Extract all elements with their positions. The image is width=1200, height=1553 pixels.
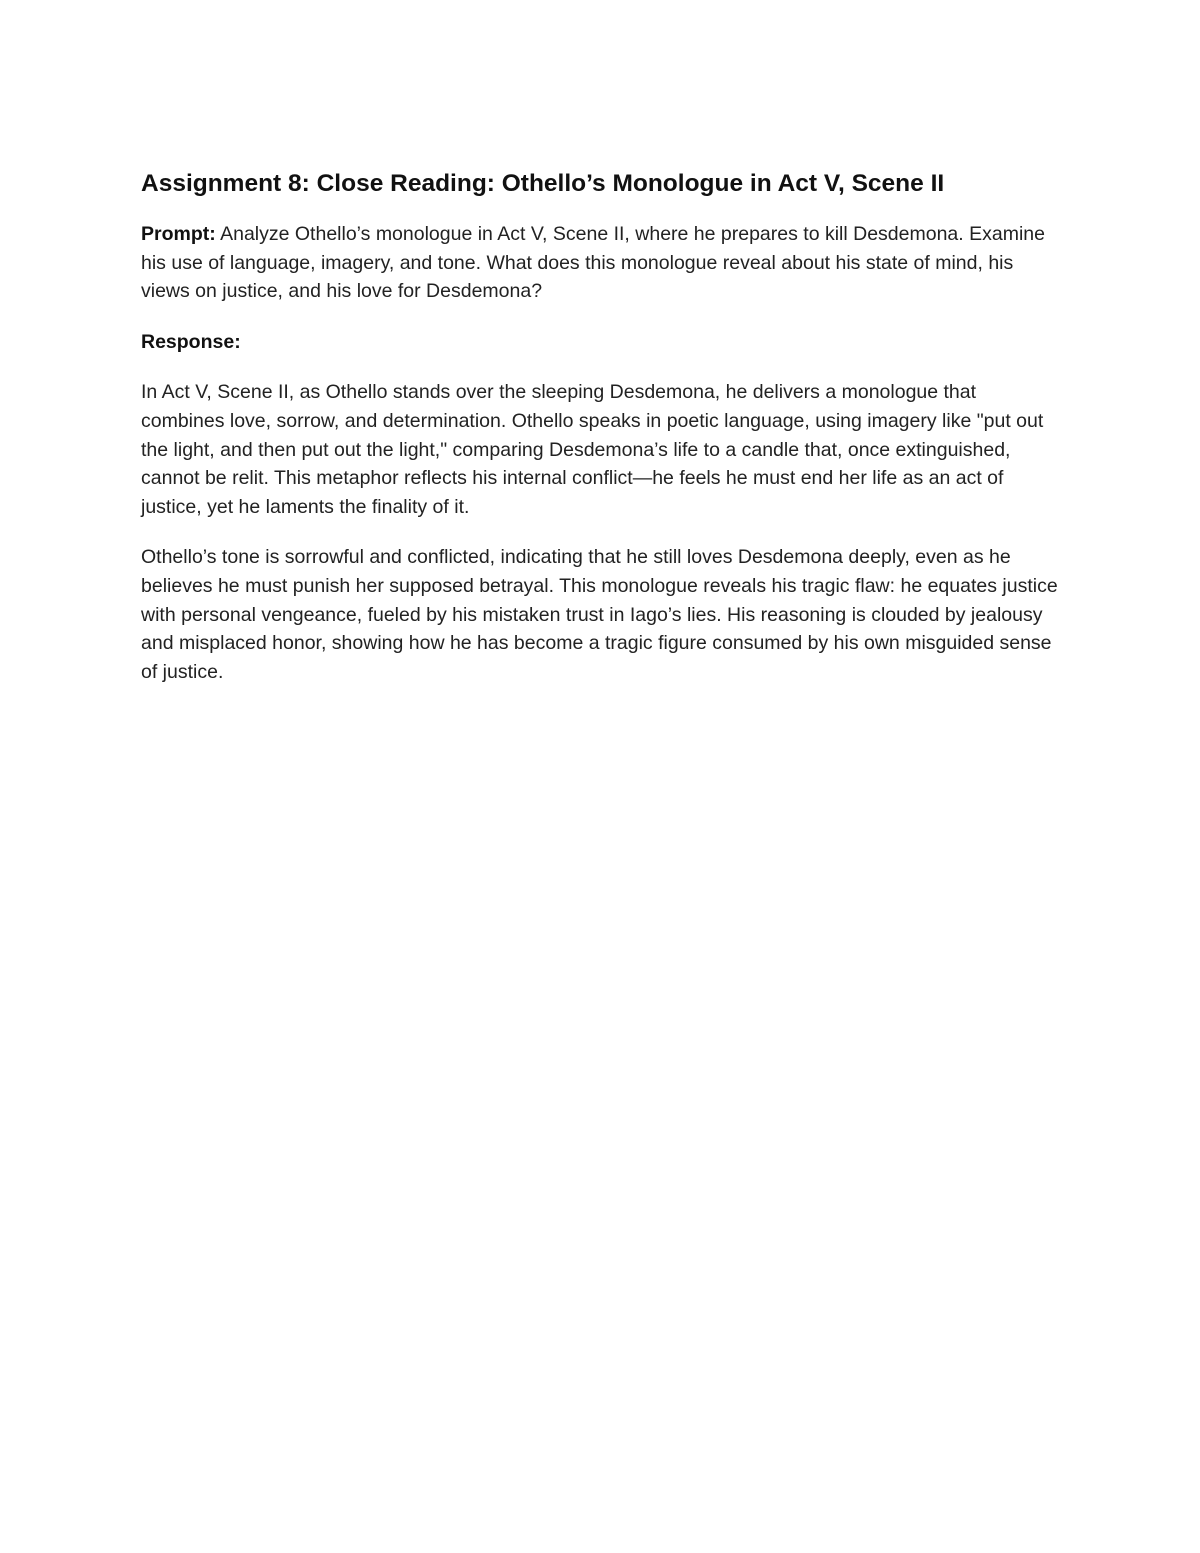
response-paragraph-1: In Act V, Scene II, as Othello stands over the sleeping Desdemona, he delivers a monologue that combines love, sorrow, and determination. Othello speaks in poetic language, using imagery like "put out the light, and then put out the light," comparing Desdemona’s life to a candle that, once extinguished, cannot be relit. This metaphor reflects his internal conflict—he feels he must end her life as an act of justice, yet he laments the finality of it. bbox=[141, 381, 1044, 518]
response-paragraph-2: Othello’s tone is sorrowful and conflicted, indicating that he still loves Desdemona deeply, even as he believes he must punish her supposed betrayal. This monologue reveals his tragic flaw: he equates justice with personal vengeance, fueled by his mistaken trust in Iago’s lies. His reasoning is clouded by jealousy and misplaced honor, showing how he has become a tragic figure consumed by his own misguided sense of justice. bbox=[141, 546, 1058, 683]
prompt-label: Prompt: bbox=[141, 223, 216, 245]
prompt-paragraph bbox=[141, 220, 1061, 306]
document-title: Assignment 8: Close Reading: Othello’s Monologue in Act V, Scene II bbox=[141, 170, 945, 197]
prompt-text: Analyze Othello’s monologue in Act V, Scene II, where he prepares to kill Desdemona. Examine his use of language, imagery, and tone. What does this monologue reveal about his state of mind, his views on justice, and his love for Desdemona? bbox=[141, 223, 1045, 303]
document-page bbox=[141, 166, 1061, 708]
response-label: Response: bbox=[141, 330, 241, 353]
